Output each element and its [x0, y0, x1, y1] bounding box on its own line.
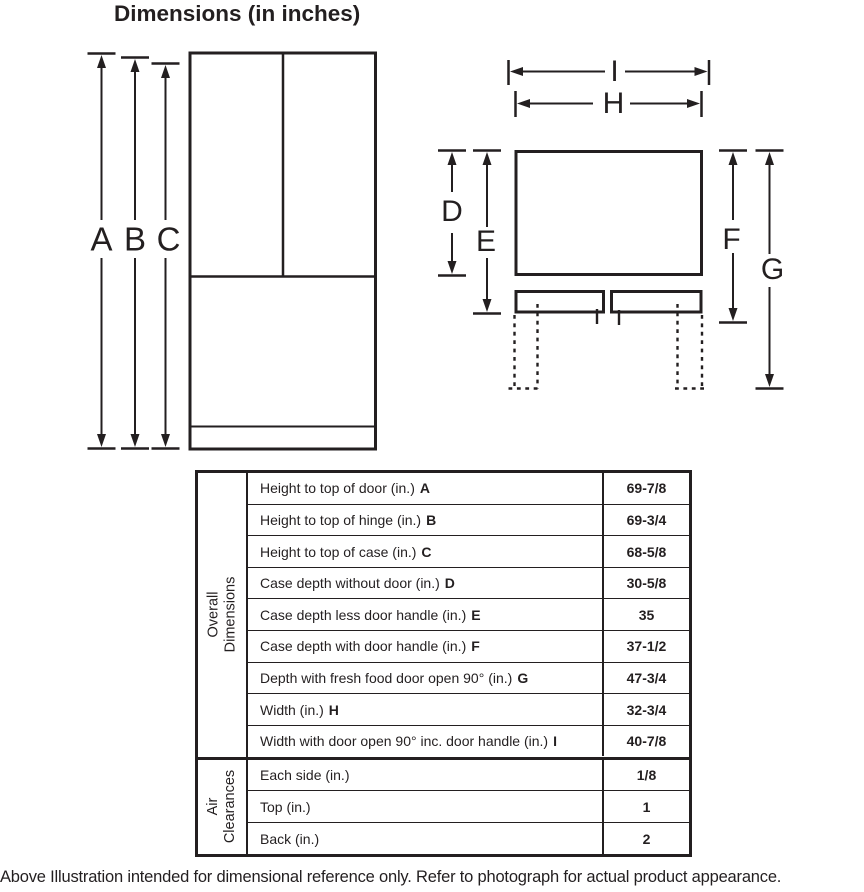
row-value: 35: [602, 599, 689, 630]
row-value: 69-3/4: [602, 505, 689, 536]
dim-label-i: I: [610, 54, 619, 88]
dim-label-a: A: [90, 220, 113, 258]
group-header-air-clearances: [198, 760, 248, 855]
dim-label-h: H: [602, 87, 625, 120]
group-label-line1: Overall: [205, 591, 222, 638]
air-clearances-section: [198, 760, 689, 855]
table-row: [248, 631, 689, 663]
overall-dimensions-section: [198, 473, 689, 760]
row-key: G: [517, 669, 529, 686]
row-label: Width (in.): [260, 701, 324, 718]
case-top-view-outline: [516, 152, 702, 275]
row-label: Top (in.): [260, 798, 311, 815]
row-key: I: [553, 733, 557, 750]
dim-arrow-i: [509, 60, 710, 85]
row-label: Height to top of hinge (in.): [260, 511, 422, 528]
right-door-top-view: [612, 292, 702, 313]
table-row: [248, 791, 689, 823]
row-value: 47-3/4: [602, 663, 689, 694]
row-label: Case depth without door (in.): [260, 575, 440, 592]
dim-label-b: B: [123, 220, 147, 258]
left-door-top-view: [516, 292, 604, 313]
row-label: Depth with fresh food door open 90° (in.): [260, 669, 513, 686]
table-row: [248, 726, 689, 757]
row-value: 1: [602, 791, 689, 822]
row-value: 68-5/8: [602, 536, 689, 567]
row-label: Height to top of door (in.): [260, 480, 415, 497]
row-label: Back (in.): [260, 830, 320, 847]
table-row: [248, 760, 689, 792]
dimensions-table: [195, 470, 692, 857]
table-row: [248, 694, 689, 726]
row-label: Case depth with door handle (in.): [260, 638, 467, 655]
group-label-line2: Clearances: [222, 770, 238, 844]
row-key: H: [328, 701, 339, 718]
row-key: D: [444, 575, 455, 592]
top-view-diagram: [516, 152, 702, 326]
table-row: [248, 823, 689, 854]
row-value: 69-7/8: [602, 473, 689, 504]
row-key: B: [426, 511, 437, 528]
table-row: [248, 536, 689, 568]
table-row: [248, 663, 689, 695]
row-value: 37-1/2: [602, 631, 689, 662]
row-label: Height to top of case (in.): [260, 543, 417, 560]
group-label-line2: Dimensions: [222, 576, 238, 653]
row-key: F: [471, 638, 480, 655]
row-value: 30-5/8: [602, 568, 689, 599]
page-title: Dimensions (in inches): [114, 1, 361, 26]
row-label: Each side (in.): [260, 766, 350, 783]
table-row: [248, 599, 689, 631]
open-door-dashed-outline: [509, 304, 708, 389]
table-row: [248, 473, 689, 505]
group-label-line1: Air: [205, 797, 222, 816]
dim-label-c: C: [156, 220, 181, 258]
row-value: 40-7/8: [602, 726, 689, 757]
dim-label-d: D: [441, 195, 463, 228]
row-value: 32-3/4: [602, 694, 689, 725]
group-header-overall-dimensions: [198, 473, 248, 757]
row-key: C: [421, 543, 432, 560]
front-view-diagram: [190, 53, 376, 449]
row-label: Width with door open 90° inc. door handle (in.): [260, 733, 549, 750]
table-row: [248, 505, 689, 537]
row-label: Case depth less door handle (in.): [260, 606, 467, 623]
footnote-text: Above Illustration intended for dimensional reference only. Refer to photograph for actual product appearance.: [0, 868, 782, 886]
row-value: 2: [602, 823, 689, 854]
row-key: E: [471, 606, 481, 623]
dim-label-e: E: [475, 225, 497, 258]
row-value: 1/8: [602, 760, 689, 791]
row-key: A: [419, 480, 430, 497]
dim-label-f: F: [722, 223, 741, 256]
table-row: [248, 568, 689, 600]
dim-label-g: G: [760, 253, 785, 286]
